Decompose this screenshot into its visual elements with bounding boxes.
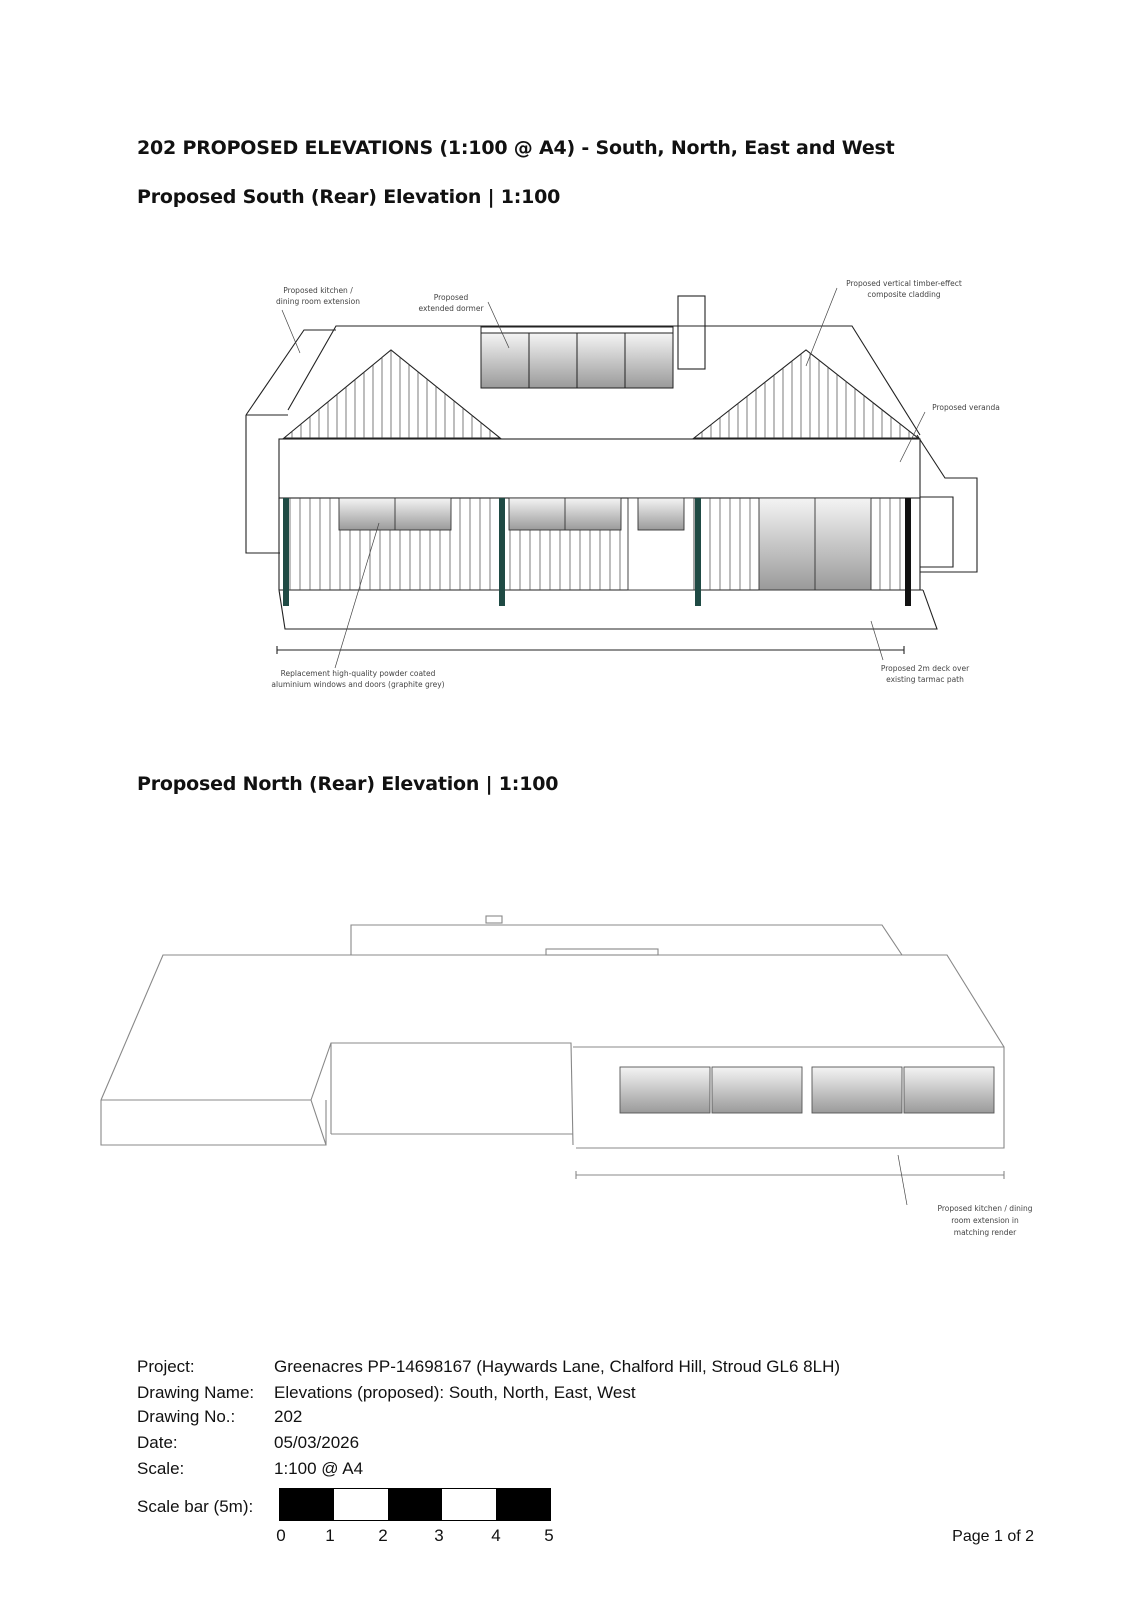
scale-bar <box>279 1488 551 1521</box>
deck <box>279 590 937 629</box>
note-windows-1: Replacement high-quality powder coated <box>280 669 436 678</box>
post-1 <box>283 498 289 606</box>
date-label: Date: <box>137 1433 178 1452</box>
note-windows-2: aluminium windows and doors (graphite grey) <box>271 680 445 689</box>
kitchen-extension-wall <box>246 415 280 553</box>
post-4 <box>905 498 911 606</box>
post-2 <box>499 498 505 606</box>
left-wing <box>101 1100 326 1145</box>
veranda-side-extension <box>917 435 977 572</box>
scale-tick-2: 2 <box>378 1526 388 1545</box>
rooflight <box>546 949 658 955</box>
window-4 <box>904 1067 994 1113</box>
chimney <box>678 296 705 369</box>
sheet-title: 202 PROPOSED ELEVATIONS (1:100 @ A4) - South, North, East and West <box>137 137 895 159</box>
scale-tick-0: 0 <box>276 1526 286 1545</box>
scale-tick-5: 5 <box>544 1526 554 1545</box>
drawing-name-label: Drawing Name: <box>137 1383 255 1402</box>
scale-bar-segment <box>496 1489 550 1520</box>
note-extension-2: room extension in <box>951 1216 1019 1225</box>
scale-tick-4: 4 <box>491 1526 501 1545</box>
drawing-name-value: Elevations (proposed): South, North, East, West <box>274 1383 636 1402</box>
note-kitchen-1: Proposed kitchen / <box>283 286 353 295</box>
scale-value: 1:100 @ A4 <box>274 1459 364 1478</box>
north-elevation-drawing <box>0 900 1132 1240</box>
scale-bar-segment <box>442 1489 496 1520</box>
note-extension-3: matching render <box>953 1228 1017 1237</box>
south-elevation-title: Proposed South (Rear) Elevation | 1:100 <box>137 186 561 208</box>
drawing-no-label: Drawing No.: <box>137 1407 236 1426</box>
window-2 <box>712 1067 802 1113</box>
scale-bar-label: Scale bar (5m): <box>137 1497 254 1516</box>
windows-doors <box>339 498 871 590</box>
north-elevation-title: Proposed North (Rear) Elevation | 1:100 <box>137 773 559 795</box>
scale-tick-1: 1 <box>325 1526 335 1545</box>
note-cladding-1: Proposed vertical timber-effect <box>846 279 962 288</box>
scale-tick-3: 3 <box>434 1526 444 1545</box>
window-3 <box>812 1067 902 1113</box>
scale-label: Scale: <box>137 1459 185 1478</box>
note-kitchen-2: dining room extension <box>276 297 360 306</box>
upper-roof <box>351 925 902 955</box>
note-deck-1: Proposed 2m deck over <box>880 664 970 673</box>
left-gable <box>284 350 500 438</box>
note-cladding-2: composite cladding <box>867 290 941 299</box>
page-number: Page 1 of 2 <box>952 1528 1034 1545</box>
note-dormer-1: Proposed <box>433 293 469 302</box>
note-deck-2: existing tarmac path <box>886 675 964 684</box>
note-extension-1: Proposed kitchen / dining <box>937 1204 1033 1213</box>
scale-bar-segment <box>280 1489 334 1520</box>
scale-bar-segment <box>388 1489 442 1520</box>
right-gable <box>694 350 918 438</box>
north-windows <box>620 1067 994 1113</box>
middle-section <box>311 1043 573 1145</box>
note-dormer-2: extended dormer <box>418 304 484 313</box>
veranda-fascia <box>279 439 920 498</box>
date-value: 05/03/2026 <box>274 1433 360 1452</box>
south-elevation-drawing <box>0 260 1132 700</box>
kitchen-extension-roof <box>246 330 336 415</box>
scale-bar-segment <box>334 1489 388 1520</box>
project-value: Greenacres PP-14698167 (Haywards Lane, Chalford Hill, Stroud GL6 8LH) <box>274 1357 841 1376</box>
drawing-no-value: 202 <box>274 1407 303 1426</box>
extended-dormer <box>481 327 673 388</box>
roof-vent <box>486 916 502 923</box>
project-label: Project: <box>137 1357 195 1376</box>
post-3 <box>695 498 701 606</box>
window-1 <box>620 1067 710 1113</box>
note-veranda: Proposed veranda <box>932 403 1000 412</box>
